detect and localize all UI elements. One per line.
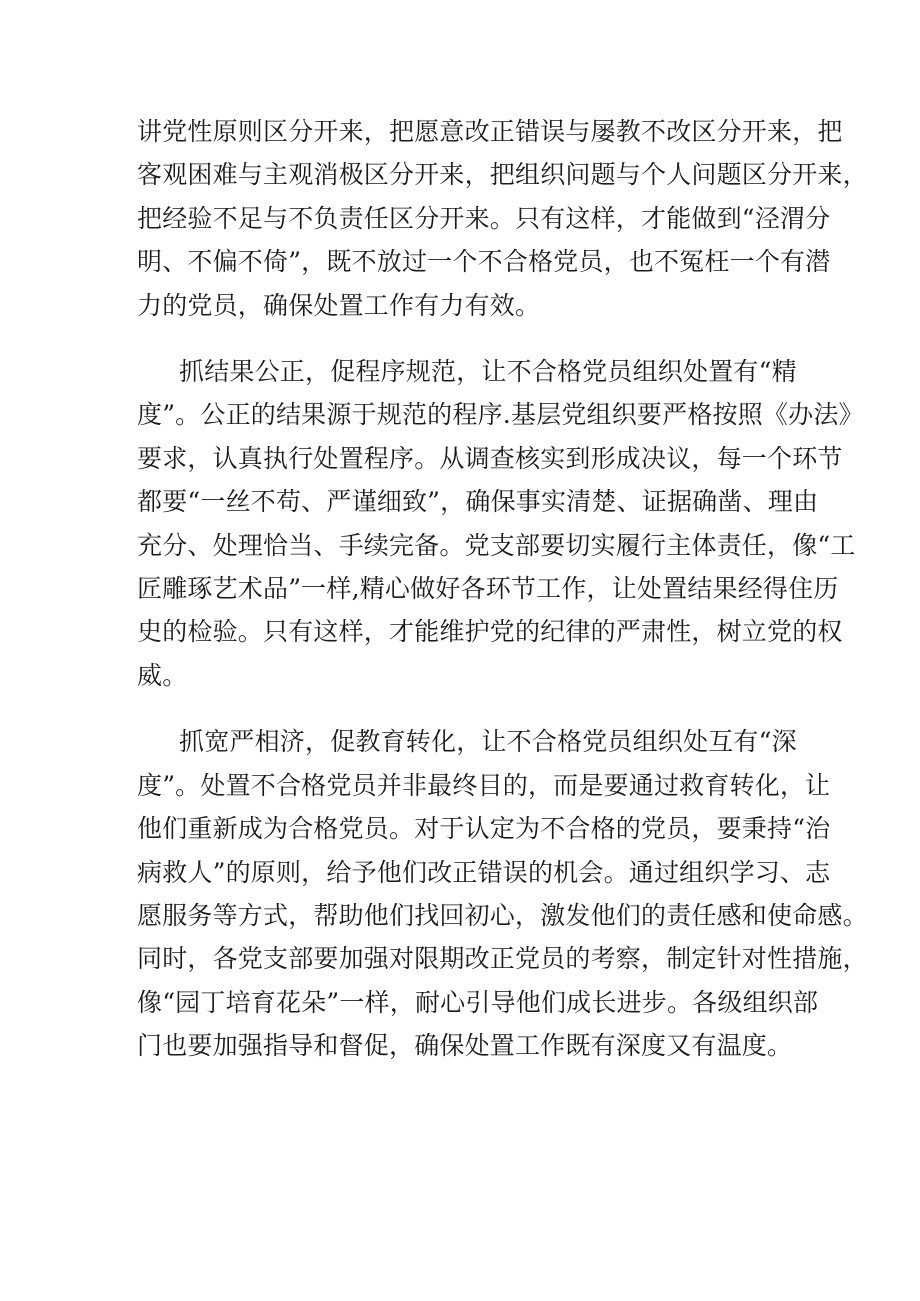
text-line: 要求，认真执行处置程序。从调查核实到形成决议，每一个环节 [137,443,843,473]
document-body [137,110,868,1091]
text-line: 明、不偏不倚”，既不放过一个不合格党员，也不冤枉一个有潜 [137,247,831,277]
text-line: 讲党性原则区分开来，把愿意改正错误与屡教不改区分开来，把 [137,117,843,146]
paragraph-3 [137,720,868,1067]
text-line: 客观困难与主观消极区分开来，把组织问题与个人问题区分开来， [137,160,868,190]
text-line: 抓结果公正，促程序规范，让不合格党员组织处置有“精 [179,357,797,387]
text-line: 充分、处理恰当、手续完备。党支部要切实履行主体责任，像“工 [137,530,856,560]
paragraph-2 [137,350,864,697]
text-line: 威。 [137,660,188,690]
text-line: 度”。公正的结果源于规范的程序.基层党组织要严格按照《办法》 [137,400,864,430]
text-line: 度”。处置不合格党员并非最终目的，而是要通过救育转化，让 [137,770,831,800]
text-line: 门也要加强指导和督促，确保处置工作既有深度又有温度。 [137,1031,793,1061]
text-line: 愿服务等方式，帮助他们找回初心，激发他们的责任感和使命感。 [137,900,868,930]
text-line: 病救人”的原则，给予他们改正错误的机会。通过组织学习、志 [137,857,831,887]
text-line: 匠雕琢艺术品”一样,精心做好各环节工作，让处置结果经得住历 [137,574,839,604]
text-line: 把经验不足与不负责任区分开来。只有这样，才能做到“泾渭分 [137,203,831,233]
text-line: 抓宽严相济，促教育转化，让不合格党员组织处互有“深 [179,727,797,757]
text-line: 他们重新成为合格党员。对于认定为不合格的党员，要秉持“治 [137,814,831,844]
text-line: 史的检验。只有这样，才能维护党的纪律的严肃性，树立党的权 [137,617,843,647]
text-line: 力的党员，确保处置工作有力有效。 [137,290,541,320]
text-line: 像“园丁培育花朵”一样，耐心引导他们成长进步。各级组织部 [137,987,819,1017]
paragraph-1 [137,110,868,327]
text-line: 同时，各党支部要加强对限期改正党员的考察，制定针对性措施， [137,944,868,974]
text-line: 都要“一丝不苟、严谨细致”，确保事实清楚、证据确凿、理由 [137,487,819,517]
